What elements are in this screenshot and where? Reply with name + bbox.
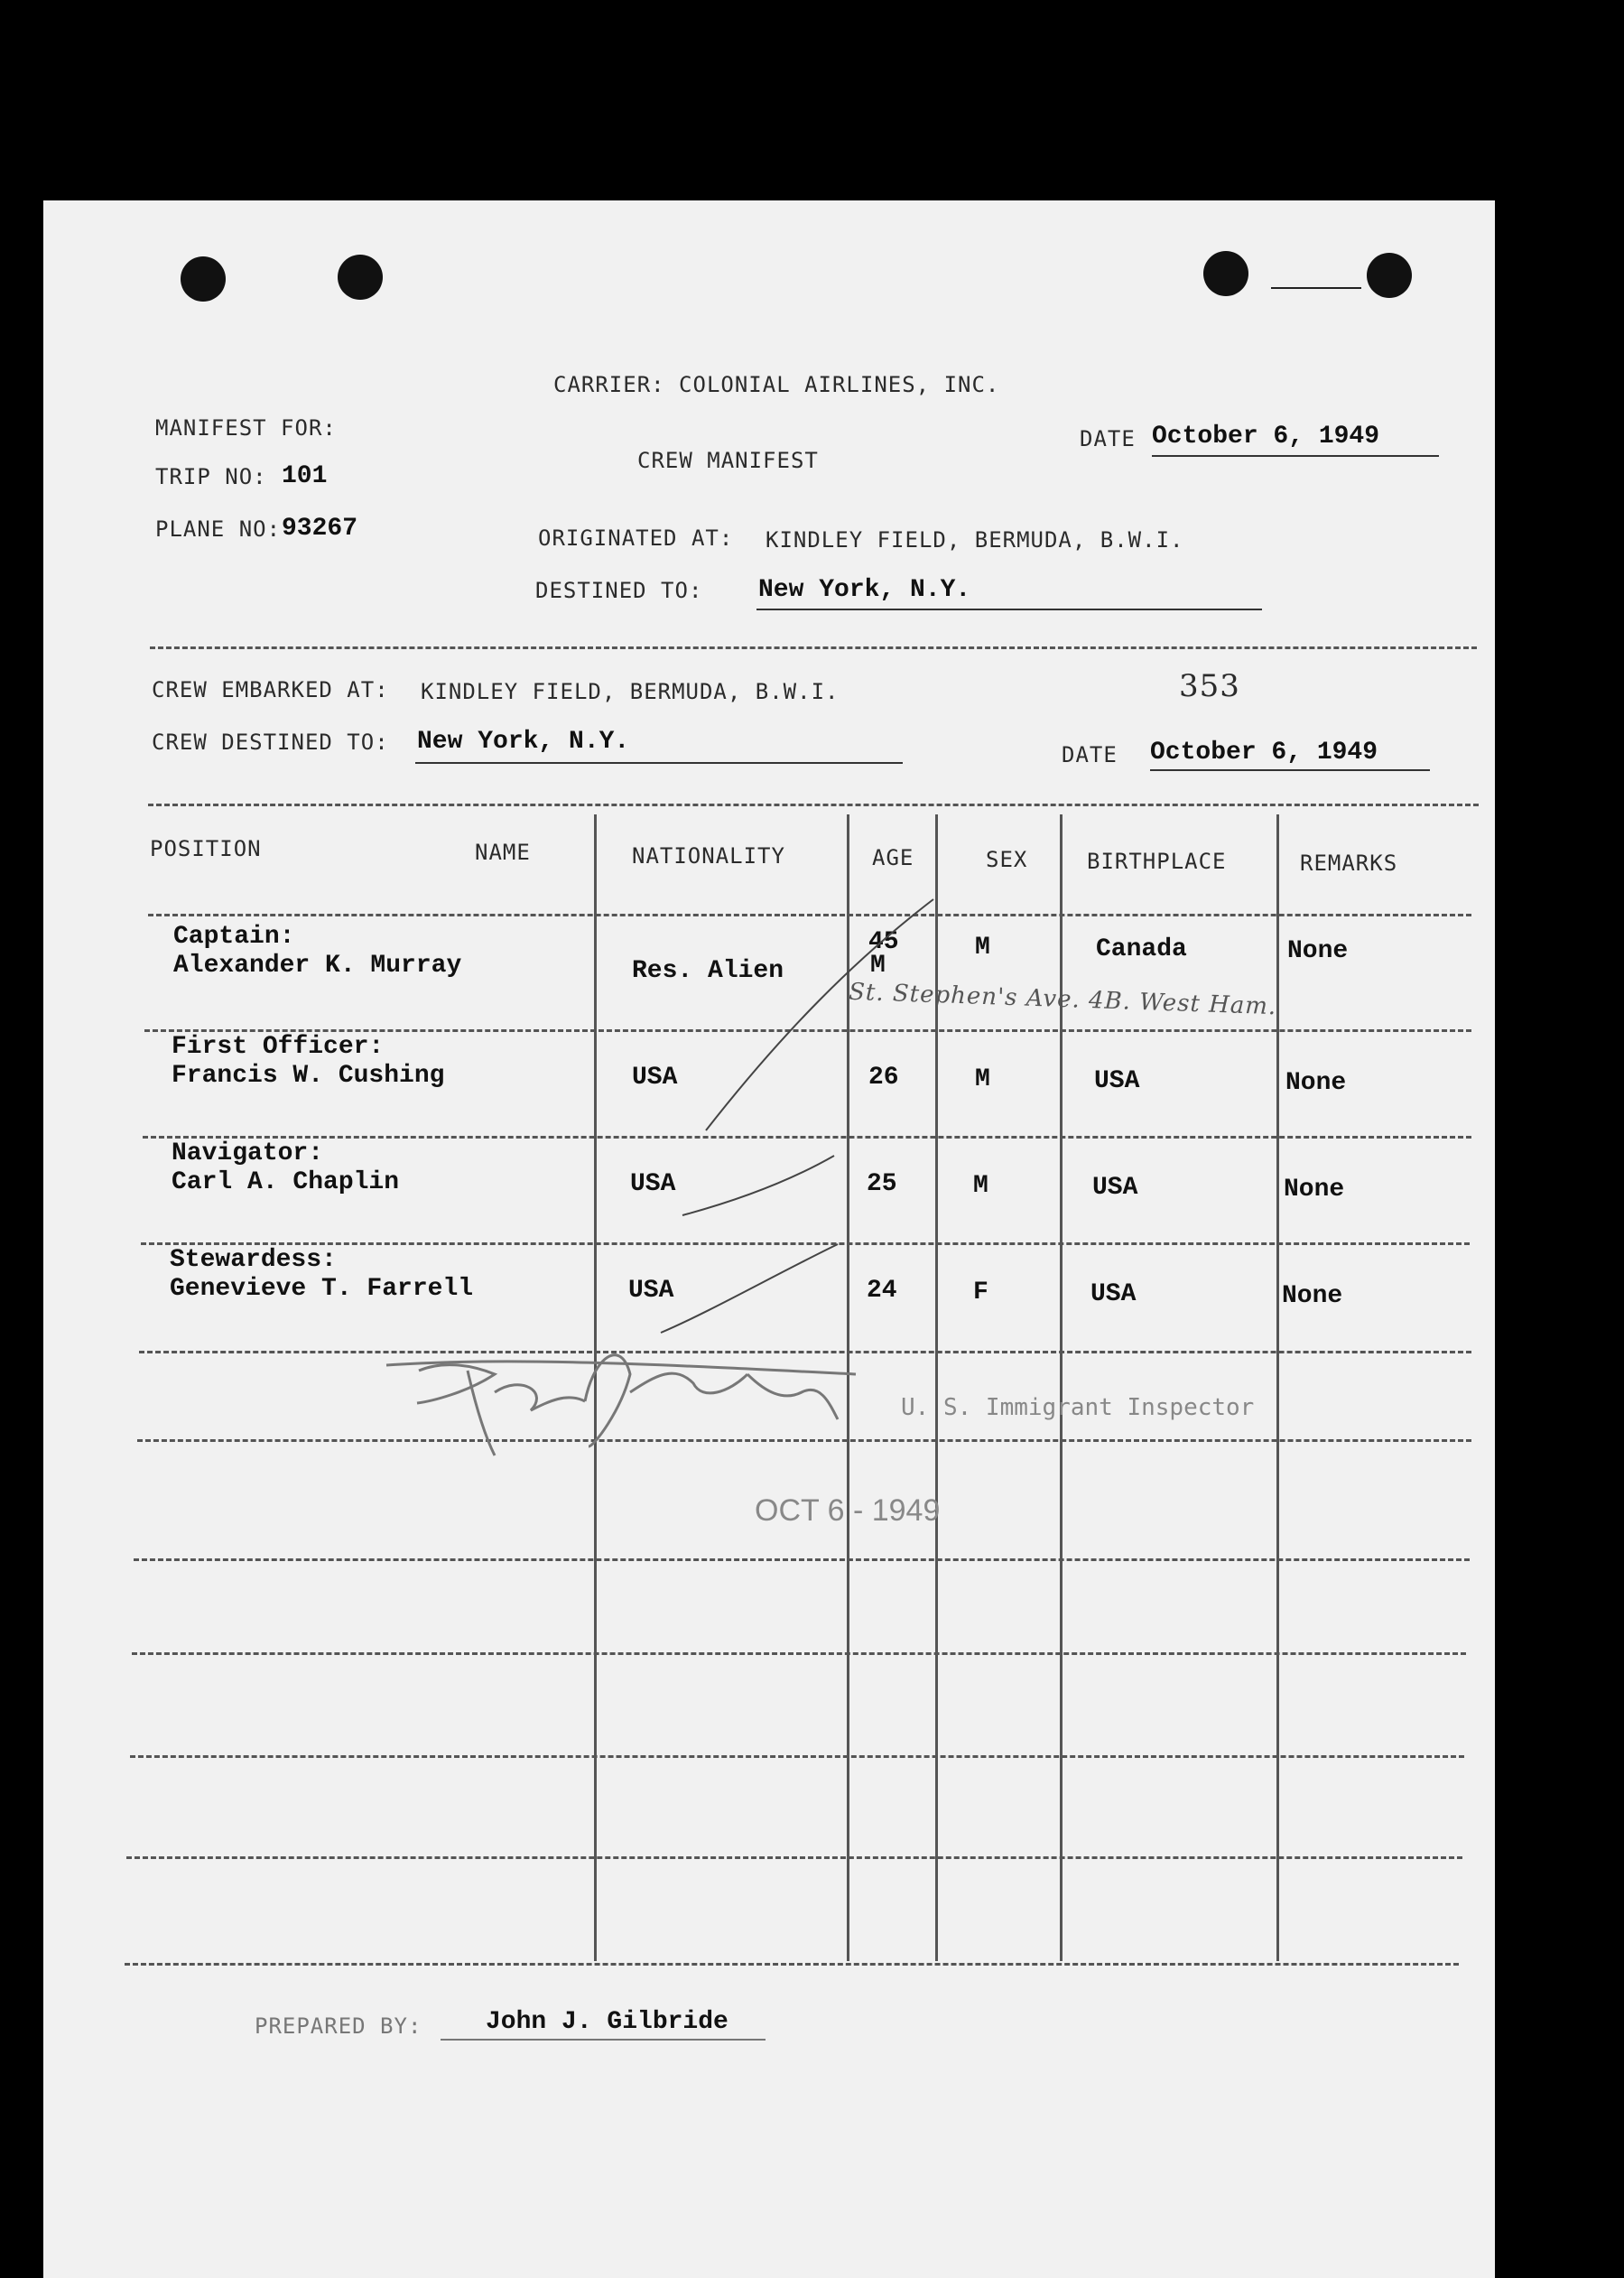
row-sex: M [975,934,990,962]
carrier-line: CARRIER: COLONIAL AIRLINES, INC. [553,372,1000,397]
embarked-label: CREW EMBARKED AT: [152,677,389,702]
document-number: 353 [1179,668,1240,704]
header-birthplace: BIRTHPLACE [1087,849,1227,874]
originated-value: KINDLEY FIELD, BERMUDA, B.W.I. [766,527,1184,553]
crew-destined-label: CREW DESTINED TO: [152,730,389,755]
row-name: Alexander K. Murray [173,952,462,980]
row-position: Captain: [173,923,295,951]
manifest-for-label: MANIFEST FOR: [155,415,337,441]
crew-destined-value: New York, N.Y. [417,728,630,756]
row-age: 24 [867,1277,897,1305]
row-name: Genevieve T. Farrell [170,1275,474,1303]
handwritten-note: St. Stephen's Ave. 4B. West Ham. [848,978,1277,1021]
row-age: 26 [868,1064,899,1092]
prepared-by-value: John J. Gilbride [486,2008,728,2036]
manifest-page [43,200,1495,2278]
row-position: Navigator: [172,1139,324,1167]
row-nationality: Res. Alien [632,957,784,985]
inspector-stamp: U. S. Immigrant Inspector [901,1394,1255,1421]
trip-label: TRIP NO: [155,464,267,489]
crew-manifest-title: CREW MANIFEST [637,448,819,473]
row-remarks: None [1285,1069,1347,1097]
row-sex: M [975,1065,990,1093]
row-nationality: USA [628,1277,674,1305]
crew-date-value: October 6, 1949 [1150,739,1378,767]
row-name: Francis W. Cushing [172,1062,445,1090]
row-birthplace: USA [1090,1280,1137,1308]
embarked-value: KINDLEY FIELD, BERMUDA, B.W.I. [421,679,840,704]
plane-value: 93267 [282,515,358,543]
row-remarks: None [1284,1176,1345,1204]
destined-label: DESTINED TO: [535,578,703,603]
row-name: Carl A. Chaplin [172,1168,400,1196]
row-sex: F [973,1278,988,1306]
date-stamp: OCT 6 - 1949 [755,1493,941,1528]
row-age: 45 [868,928,899,956]
check-stroke [661,1244,838,1333]
row-birthplace: USA [1094,1067,1140,1095]
header-age: AGE [872,845,914,870]
row-age-extra: M [870,952,886,980]
row-sex: M [973,1172,988,1200]
row-position: Stewardess: [170,1246,337,1274]
check-stroke [706,899,933,1130]
destined-value: New York, N.Y. [758,576,971,604]
header-name: NAME [475,840,531,865]
date-label: DATE [1080,426,1136,451]
row-remarks: None [1282,1282,1343,1310]
check-stroke [682,1156,834,1215]
row-nationality: USA [632,1064,678,1092]
trip-value: 101 [282,462,328,490]
header-nationality: NATIONALITY [632,843,785,869]
row-age: 25 [867,1170,897,1198]
prepared-by-label: PREPARED BY: [255,2013,422,2039]
crew-date-label: DATE [1062,742,1118,767]
row-nationality: USA [630,1170,676,1198]
row-position: First Officer: [172,1033,385,1061]
header-remarks: REMARKS [1300,851,1398,876]
date-value: October 6, 1949 [1152,423,1380,451]
row-birthplace: USA [1092,1174,1138,1202]
plane-label: PLANE NO: [155,516,282,542]
row-birthplace: Canada [1096,935,1187,963]
originated-label: ORIGINATED AT: [538,525,734,551]
header-sex: SEX [986,847,1028,872]
handwriting-overlay [43,200,1495,2278]
header-position: POSITION [150,836,262,861]
row-remarks: None [1287,937,1349,965]
inspector-signature [386,1355,856,1455]
